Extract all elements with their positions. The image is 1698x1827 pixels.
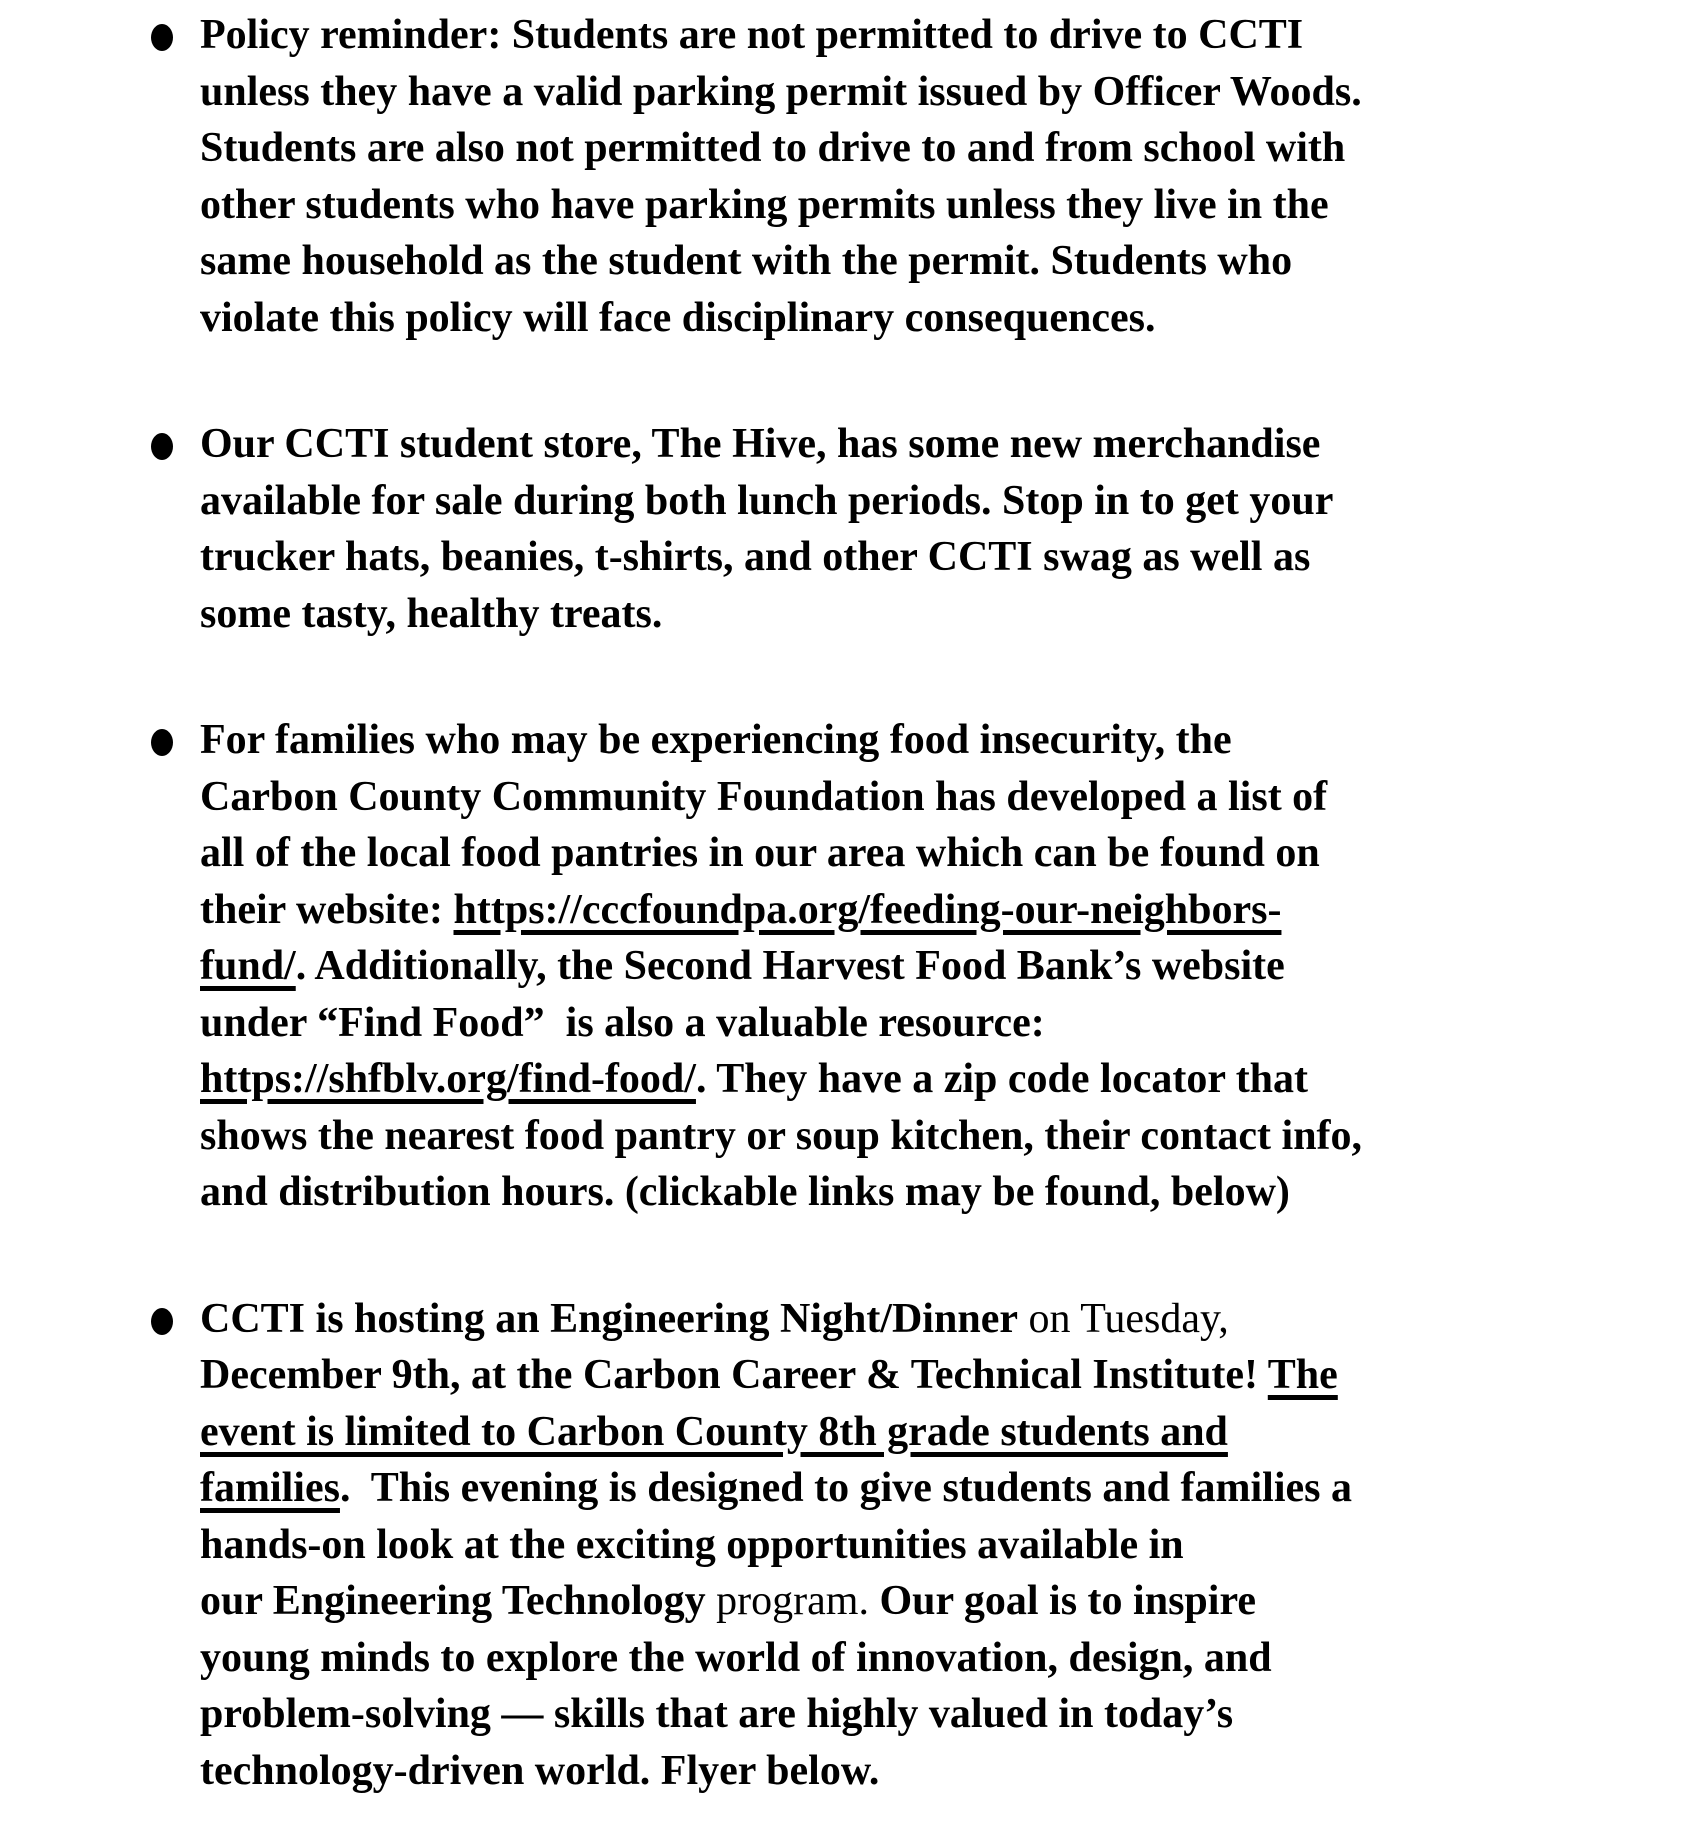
text-line	[200, 1051, 1618, 1108]
text-line	[200, 1404, 1618, 1461]
text-segment: and distribution hours. (clickable links may be found, below)	[200, 1169, 1290, 1215]
text-line	[200, 882, 1618, 939]
text-segment-light: on Tuesday,	[1017, 1295, 1229, 1342]
text-line	[200, 1573, 1618, 1630]
text-line	[200, 1743, 1618, 1800]
bullet-list	[200, 7, 1618, 1799]
text-line	[200, 64, 1618, 121]
text-line	[200, 938, 1618, 995]
text-line	[200, 416, 1618, 473]
text-segment: . This evening is designed to give students and families a	[339, 1465, 1353, 1511]
text-segment: trucker hats, beanies, t-shirts, and other CCTI swag as well as	[200, 534, 1311, 580]
text-segment: our Engineering Technology	[200, 1578, 717, 1624]
text-line	[200, 1347, 1618, 1404]
text-line	[200, 233, 1618, 290]
text-line	[200, 1517, 1618, 1574]
text-segment: under “Find Food” is also a valuable resource:	[200, 999, 1045, 1046]
text-segment: available for sale during both lunch periods. Stop in to get your	[200, 477, 1334, 524]
text-line	[200, 769, 1618, 826]
text-line	[200, 473, 1618, 530]
text-line	[200, 995, 1618, 1052]
text-line	[200, 1630, 1618, 1687]
text-segment: December 9th, at the Carbon Career & Technical Institute!	[200, 1352, 1268, 1398]
text-segment: Policy reminder: Students are not permitted to drive to CCTI	[200, 12, 1304, 58]
text-line	[200, 1291, 1618, 1348]
text-segment: young minds to explore the world of innovation, design, and	[200, 1634, 1272, 1681]
bullet-food-resources	[200, 712, 1618, 1221]
text-segment-light: program.	[716, 1578, 869, 1624]
text-line	[200, 1686, 1618, 1743]
text-line	[200, 586, 1618, 643]
text-segment: violate this policy will face disciplinary consequences.	[200, 294, 1156, 341]
text-segment: their website:	[200, 886, 454, 933]
emphasis-underlined: event is limited to Carbon County 8th grade students and	[200, 1408, 1228, 1455]
text-segment: Our CCTI student store, The Hive, has some new merchandise	[200, 421, 1321, 467]
bullet-student-store	[200, 416, 1618, 642]
text-segment: CCTI is hosting an Engineering Night/Dinner	[200, 1295, 1018, 1342]
text-segment: shows the nearest food pantry or soup kitchen, their contact info,	[200, 1112, 1363, 1159]
emphasis-underlined: families	[200, 1465, 340, 1511]
text-segment: same household as the student with the permit. Students who	[200, 238, 1293, 284]
link-cccfoundpa-feeding-our-neighbors[interactable]: https://cccfoundpa.org/feeding-our-neighbors-	[453, 886, 1282, 933]
text-segment: Carbon County Community Foundation has developed a list of	[200, 773, 1328, 820]
text-segment: some tasty, healthy treats.	[200, 590, 663, 637]
text-segment: . They have a zip code locator that	[695, 1056, 1309, 1102]
text-segment: Our goal is to inspire	[868, 1578, 1256, 1624]
text-line	[200, 177, 1618, 234]
link-cccfoundpa-feeding-our-neighbors-cont[interactable]: fund/	[200, 943, 296, 989]
text-line	[200, 1108, 1618, 1165]
text-segment: all of the local food pantries in our area which can be found on	[200, 830, 1320, 876]
bullet-engineering-night	[200, 1291, 1618, 1800]
text-line	[200, 1164, 1618, 1221]
text-segment: unless they have a valid parking permit issued by Officer Woods.	[200, 68, 1362, 115]
bullet-parking-policy	[200, 7, 1618, 346]
text-line	[200, 1460, 1618, 1517]
text-line	[200, 7, 1618, 64]
text-line	[200, 529, 1618, 586]
text-segment: problem-solving — skills that are highly valued in today’s	[200, 1691, 1234, 1737]
text-line	[200, 712, 1618, 769]
text-line	[200, 120, 1618, 177]
text-segment: other students who have parking permits unless they live in the	[200, 181, 1329, 228]
text-segment: . Additionally, the Second Harvest Food Bank’s website	[295, 943, 1285, 989]
text-segment: Students are also not permitted to drive to and from school with	[200, 125, 1346, 171]
link-shfblv-find-food[interactable]: https://shfblv.org/find-food/	[200, 1056, 696, 1102]
text-line	[200, 290, 1618, 347]
text-segment: technology-driven world. Flyer below.	[200, 1747, 880, 1794]
text-segment: hands-on look at the exciting opportunities available in	[200, 1521, 1184, 1568]
emphasis-underlined: The	[1267, 1352, 1338, 1398]
text-segment: For families who may be experiencing food insecurity, the	[200, 717, 1232, 763]
text-line	[200, 825, 1618, 882]
